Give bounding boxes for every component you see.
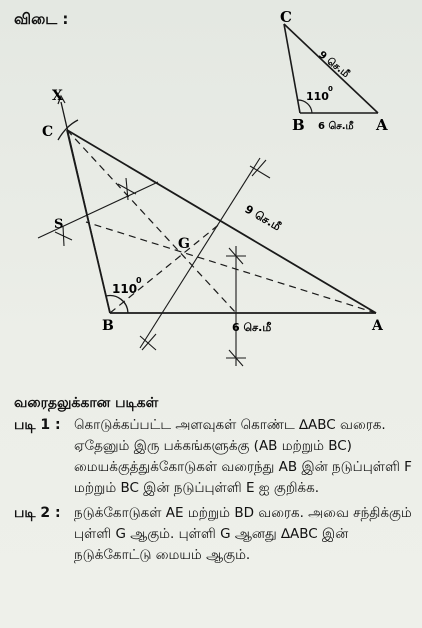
arc-mark [140,334,156,350]
step-2-text [74,503,414,566]
label-s: S [54,217,64,232]
step-2-label: படி 2 : [14,505,61,521]
ref-side-bc-label: 9 செ.மீ [316,49,352,81]
label-x: X [52,88,63,104]
answer-label: விடை : [14,10,69,28]
ref-vertex-b: B [292,116,305,134]
step-1-label: படி 1 : [14,417,61,433]
step-1-line-2: ஏதேனும் இரு பக்கங்களுக்கு (AB மற்றும் BC) மையக்குத்துக்கோடுகள் வரைந்து AB இன் நடுப்புள்ளி F மற்றும் BC இன் நடுப்புள்ளி E ஐ குறிக்க. [74,438,412,496]
median-from-c [67,130,236,313]
step-1 [14,415,414,499]
construction-steps [14,393,414,566]
steps-heading: வரைதலுக்கான படிகள் [14,395,159,411]
step-1-line-1: கொடுக்கப்பட்ட அளவுகள் கொண்ட ∆ABC வரைக. [74,417,386,433]
median-from-a [86,222,376,313]
side-ab-label: 6 செ.மீ [232,321,272,334]
label-a: A [372,318,383,334]
ref-side-ab-label: 6 செ.மீ [318,121,354,132]
step-2 [14,503,414,566]
step-1-text [74,415,414,499]
label-b: B [102,318,114,334]
median-from-b [110,222,222,313]
angle-label: 110 [112,282,138,296]
ref-angle-label: 110 [306,90,329,103]
side-ac-label: 9 செ.மீ [242,202,283,234]
label-c: C [42,124,54,140]
label-g: G [178,236,190,252]
ref-vertex-c: C [280,8,292,26]
ref-angle-degree: 0 [328,85,333,93]
angle-degree: 0 [136,276,142,285]
bisector-ac [140,158,260,348]
step-2-line-1: நடுக்கோடுகள் AE மற்றும் BD வரைக. அவை சந்திக்கும் புள்ளி G ஆகும். புள்ளி G ஆனது ∆ABC இன் நடுக்கோட்டு மையம் ஆகும். [74,505,412,563]
ref-vertex-a: A [376,116,388,134]
